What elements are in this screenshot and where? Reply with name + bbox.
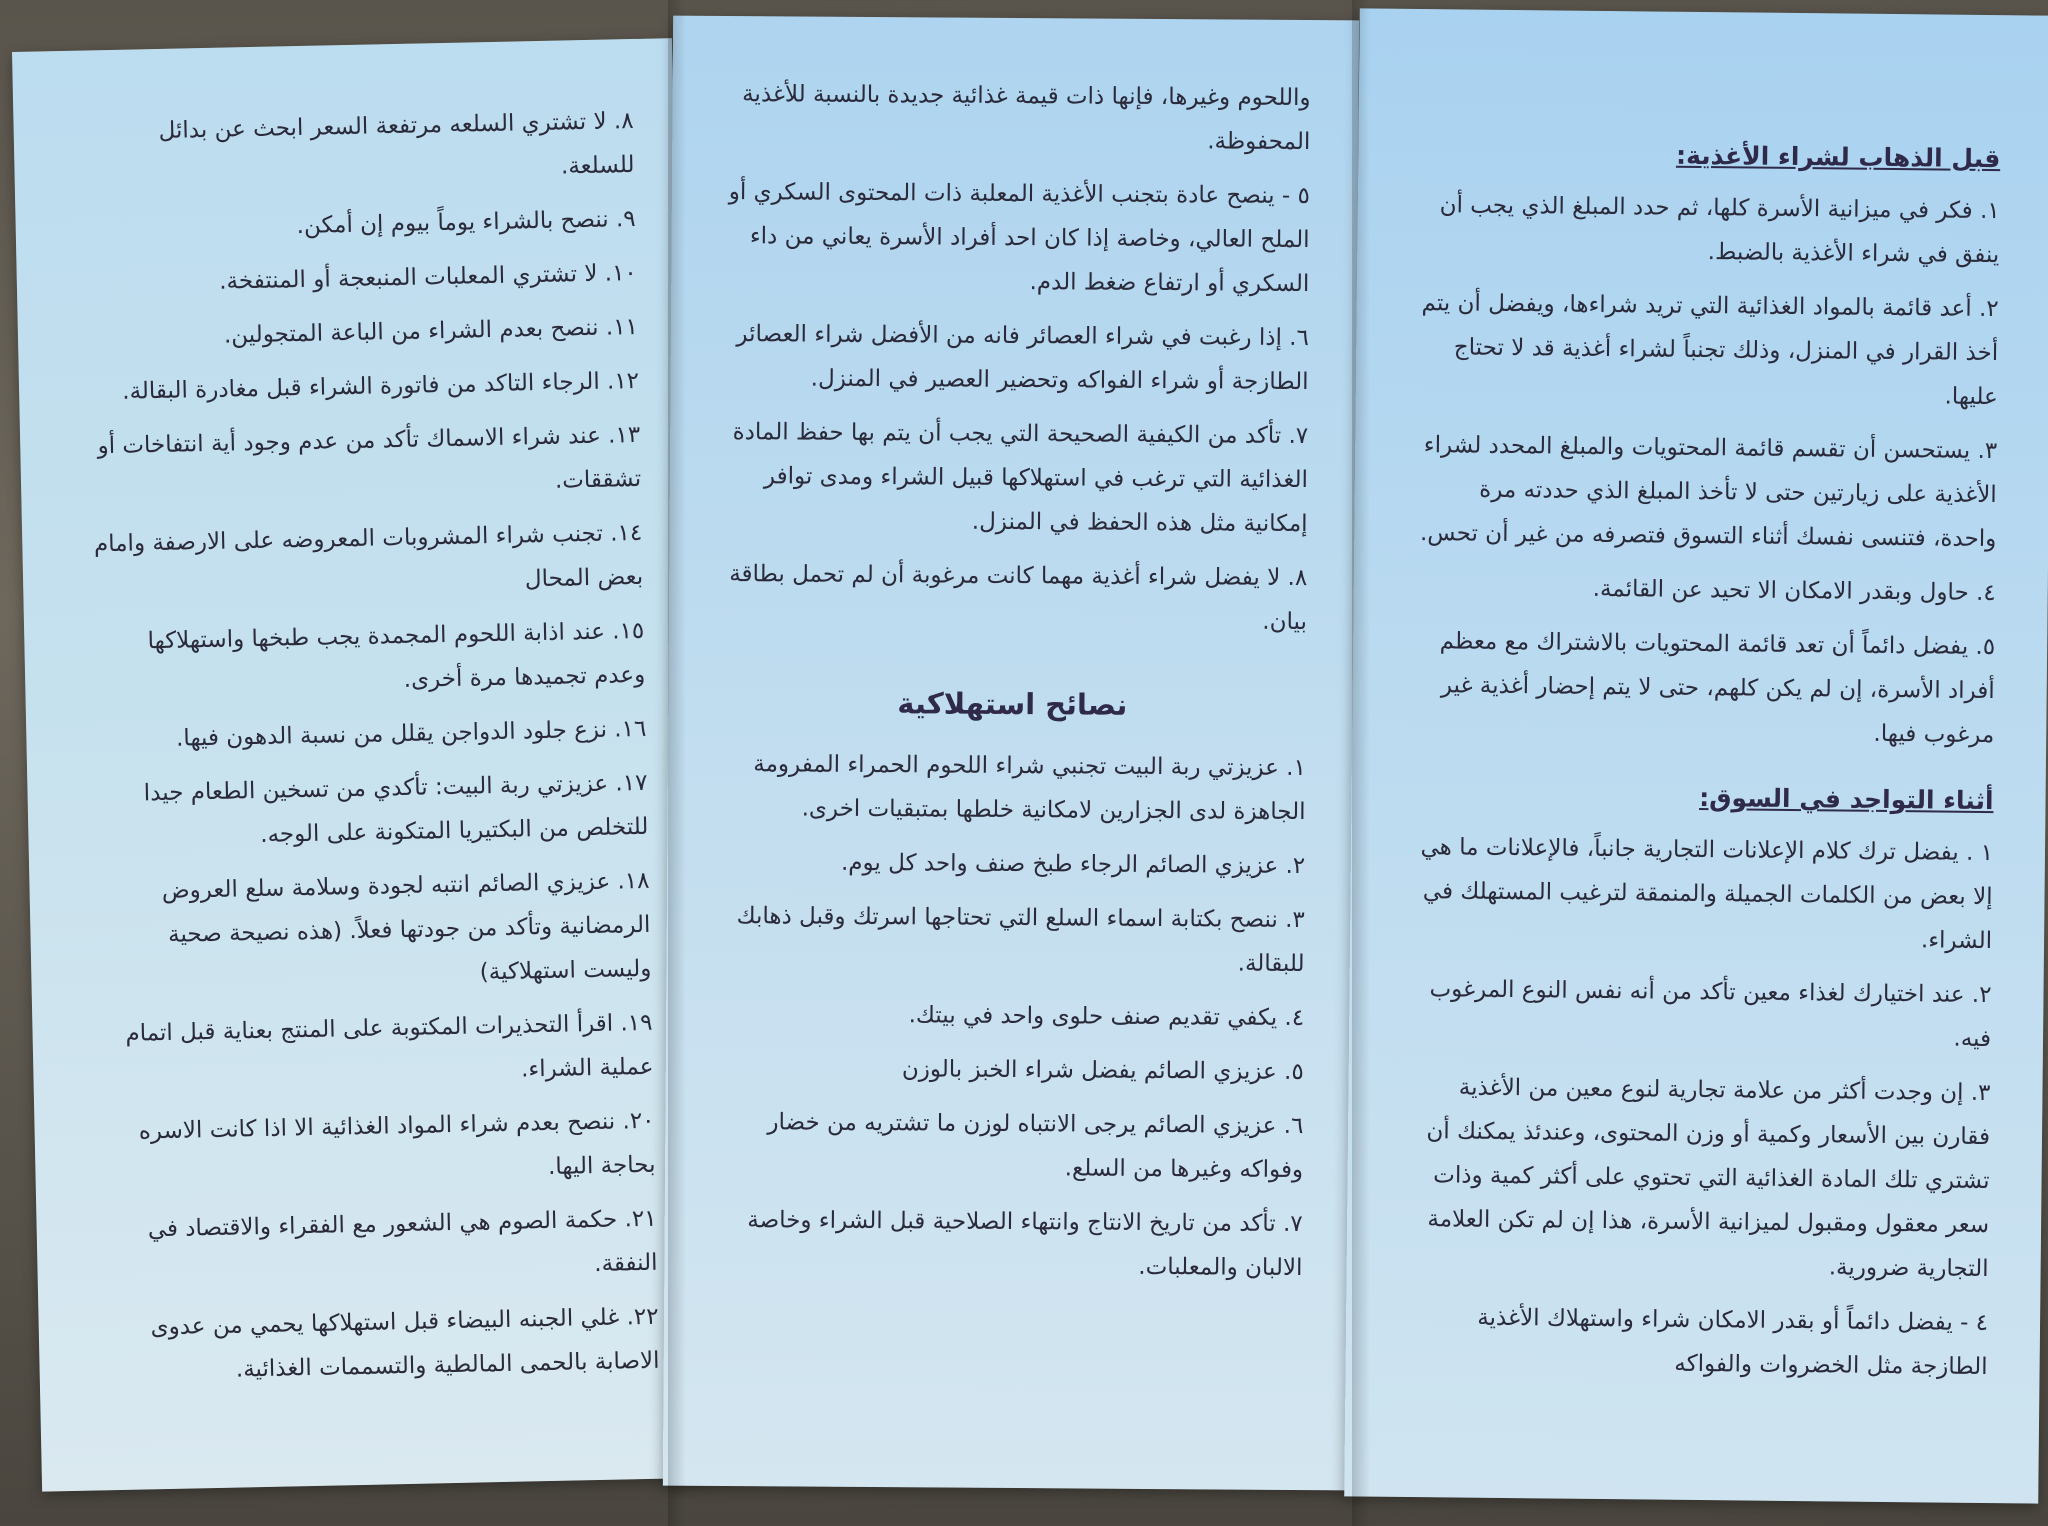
tip-item: ٥. يفضل دائماً أن تعد قائمة المحتويات بالاشتراك مع معظم أفراد الأسرة، إن لم يكن كلهم، حتى لا يتم إحضار أغذية غير مرغوب فيها. [1439, 628, 1996, 749]
section-heading: قبل الذهاب لشراء الأغذية: [1675, 140, 2001, 174]
tip-item: ١. عزيزتي ربة البيت تجنبي شراء اللحوم الحمراء المفرومة الجاهزة لدى الجزارين لامكانية خلطها بمتبقيات اخرى. [753, 751, 1306, 826]
section-heading: نصائح استهلاكية [897, 686, 1128, 722]
tip-item: ٥. عزيزي الصائم يفضل شراء الخبز بالوزن [901, 1056, 1304, 1086]
tip-item: ٥ - ينصح عادة بتجنب الأغذية المعلبة ذات المحتوى السكري أو الملح العالي، وخاصة إذا كان احد أفراد الأسرة يعاني من داء السكري أو ارتفاع ضغط الدم. [728, 179, 1310, 298]
tip-item: ٨. لا تشتري السلعه مرتفعة السعر ابحث عن بدائل للسلعة. [158, 108, 635, 180]
right-panel [1344, 8, 2048, 1503]
tip-item: ١. فكر في ميزانية الأسرة كلها، ثم حدد المبلغ الذي يجب أن ينفق في شراء الأغذية بالضبط. [1439, 192, 2000, 269]
tip-item: ٧. تأكد من الكيفية الصحيحة التي يجب أن يتم بها حفظ المادة الغذائية التي ترغب في استهلاكها قبيل الشراء ومدى توافر إمكانية مثل هذه الحفظ في المنزل. [732, 419, 1309, 538]
tip-item: ١٢. الرجاء التاكد من فاتورة الشراء قبل مغادرة البقالة. [121, 367, 640, 405]
tip-item: ٨. لا يفضل شراء أغذية مهما كانت مرغوبة أن لم تحمل بطاقة بيان. [729, 561, 1308, 636]
tip-item: ٣. ننصح بكتابة اسماء السلع التي تحتاجها اسرتك وقبل ذهابك للبقالة. [736, 903, 1305, 978]
tip-item: ٣. إن وجدت أكثر من علامة تجارية لنوع معين من الأغذية فقارن بين الأسعار وكمية أو وزن المحتوى، وعندئذ يمكنك أن تشتري تلك المادة الغذائية التي تحتوي على أكثر كمية وذات سعر معقول ومقبول لميزانية الأسرة، هذا إن لم تكن العلامة التجارية ضرورية. [1426, 1074, 1991, 1283]
tip-item: ١٩. اقرأ التحذيرات المكتوبة على المنتج بعناية قبل اتمام عملية الشراء. [125, 1009, 654, 1083]
fold-crease [1352, 0, 1370, 1526]
tip-item: ١٥. عند اذابة اللحوم المجمدة يجب طبخها واستهلاكها وعدم تجميدها مرة أخرى. [147, 617, 646, 693]
tip-item: ٢. أعد قائمة بالمواد الغذائية التي تريد شراءها، ويفضل أن يتم أخذ القرار في المنزل، وذلك تجنباً لشراء أغذية قد لا تحتاج عليها. [1421, 290, 1999, 411]
tip-item: ١١. ننصح بعدم الشراء من الباعة المتجولين. [223, 313, 639, 349]
fold-crease [668, 0, 686, 1526]
tip-item: ١٧. عزيزتي ربة البيت: تأكدي من تسخين الطعام جيدا للتخلص من البكتيريا المتكونة على الوجه. [143, 769, 649, 848]
section-heading: أثناء التواجد في السوق: [1699, 783, 1994, 816]
tip-item: ١ . يفضل ترك كلام الإعلانات التجارية جانباً، فالإعلانات ما هي إلا بعض من الكلمات الجميلة والمنمقة لترغيب المستهلك في الشراء. [1420, 834, 1994, 955]
tip-item: ٢٠. ننصح بعدم شراء المواد الغذائية الا اذا كانت الاسره بحاجة اليها. [138, 1107, 656, 1181]
tip-item: ٧. تأكد من تاريخ الانتاج وانتهاء الصلاحية قبل الشراء وخاصة الالبان والمعلبات. [747, 1207, 1303, 1282]
tip-item: ٦. عزيزي الصائم يرجى الانتباه لوزن ما تشتريه من خضار وفواكه وغيرها من السلع. [767, 1109, 1304, 1184]
tip-item: ٤. يكفي تقديم صنف حلوى واحد في بيتك. [908, 1002, 1305, 1032]
tip-item: ٢. عند اختيارك لغذاء معين تأكد من أنه نفس النوع المرغوب فيه. [1429, 976, 1992, 1053]
tip-item: ٦. إذا رغبت في شراء العصائر فانه من الأفضل شراء العصائر الطازجة أو شراء الفواكه وتحضير العصير في المنزل. [736, 321, 1309, 396]
tip-item: واللحوم وغيرها، فإنها ذات قيمة غذائية جديدة بالنسبة للأغذية المحفوظة. [742, 81, 1311, 156]
tip-item: ٢. عزيزي الصائم الرجاء طبخ صنف واحد كل يوم. [840, 849, 1306, 880]
left-panel [12, 38, 702, 1492]
tip-item: ١٦. نزع جلود الدواجن يقلل من نسبة الدهون فيها. [175, 715, 647, 752]
tip-item: ٤. حاول وبقدر الامكان الا تحيد عن القائمة. [1592, 575, 1996, 607]
tip-item: ٩. ننصح بالشراء يوماً بيوم إن أمكن. [296, 205, 636, 240]
tip-item: ٢٢. غلي الجبنه البيضاء قبل استهلاكها يحمي من عدوى الاصابة بالحمى المالطية والتسممات الغذائية. [150, 1303, 660, 1383]
tip-item: ١٣. عند شراء الاسماك تأكد من عدم وجود أية انتفاخات أو تشققات. [97, 421, 642, 494]
tip-item: ٢١. حكمة الصوم هي الشعور مع الفقراء والاقتصاد في النفقة. [147, 1205, 658, 1278]
middle-panel [663, 16, 1359, 1491]
tip-item: ٤ - يفضل دائماً أو بقدر الامكان شراء واستهلاك الأغذية الطازجة مثل الخضروات والفواكه [1477, 1304, 1989, 1381]
tip-item: ١٨. عزيزي الصائم انتبه لجودة وسلامة سلع العروض الرمضانية وتأكد من جودتها فعلاً. (هذه نصيحة صحية وليست استهلاكية) [161, 867, 652, 986]
tip-item: ٣. يستحسن أن تقسم قائمة المحتويات والمبلغ المحدد لشراء الأغذية على زيارتين حتى لا تأخذ المبلغ الذي حددته مرة واحدة، فتنسى نفسك أثناء التسوق فتصرفه من غير أن تحس. [1419, 432, 1998, 553]
tip-item: ١٤. تجنب شراء المشروبات المعروضه على الارصفة وامام بعض المحال [93, 519, 644, 593]
tip-item: ١٠. لا تشتري المعلبات المنبعجة أو المنتفخة. [218, 259, 638, 295]
